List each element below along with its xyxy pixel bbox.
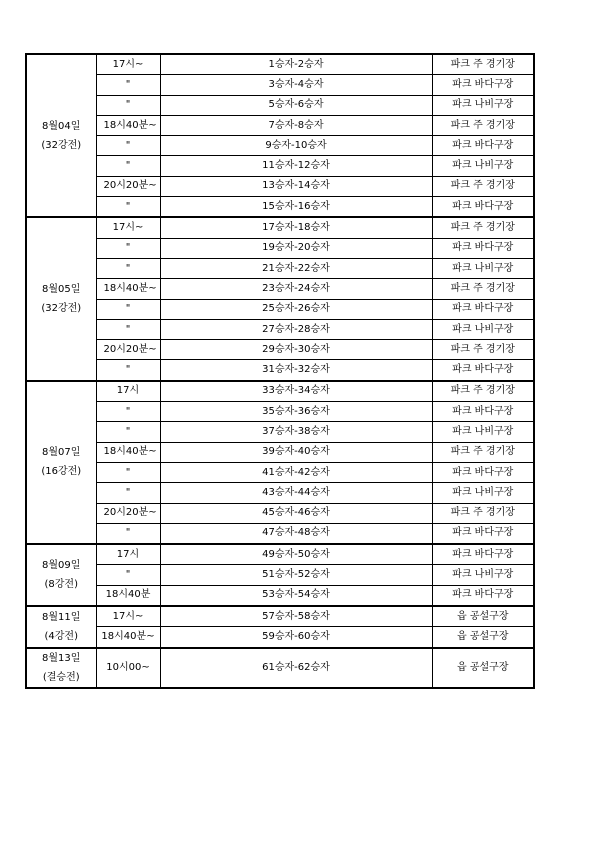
venue-cell: 파크 나비구장 (432, 95, 534, 115)
time-cell: " (96, 565, 160, 585)
match-cell: 15승자-16승자 (160, 197, 432, 218)
time-cell: " (96, 299, 160, 319)
venue-cell: 읍 공설구장 (432, 648, 534, 688)
match-cell: 31승자-32승자 (160, 360, 432, 381)
round-label: (16강전) (41, 466, 82, 478)
table-row (26, 319, 534, 339)
venue-cell: 파크 바다구장 (432, 523, 534, 544)
match-cell: 21승자-22승자 (160, 258, 432, 278)
venue-cell: 파크 바다구장 (432, 402, 534, 422)
match-cell: 3승자-4승자 (160, 75, 432, 95)
venue-cell: 읍 공설구장 (432, 606, 534, 627)
round-label: (8강전) (44, 579, 78, 591)
time-cell: 18시40분 (96, 585, 160, 606)
time-cell: 10시00~ (96, 648, 160, 688)
date-label: 8월09일 (42, 560, 81, 572)
table-row (26, 483, 534, 503)
time-cell: " (96, 95, 160, 115)
time-cell: 18시40분~ (96, 279, 160, 299)
time-cell: 18시40분~ (96, 627, 160, 648)
venue-cell: 파크 나비구장 (432, 483, 534, 503)
date-label: 8월13일 (42, 652, 81, 664)
table-row (26, 299, 534, 319)
table-row (26, 381, 534, 402)
match-cell: 17승자-18승자 (160, 217, 432, 238)
match-cell: 11승자-12승자 (160, 156, 432, 176)
time-cell: " (96, 75, 160, 95)
venue-cell: 파크 바다구장 (432, 544, 534, 565)
time-cell: 17시~ (96, 217, 160, 238)
time-cell: " (96, 136, 160, 156)
match-cell: 25승자-26승자 (160, 299, 432, 319)
match-cell: 1승자-2승자 (160, 54, 432, 75)
time-cell: " (96, 462, 160, 482)
match-cell: 51승자-52승자 (160, 565, 432, 585)
time-cell: " (96, 319, 160, 339)
table-row (26, 258, 534, 278)
venue-cell: 파크 주 경기장 (432, 279, 534, 299)
venue-cell: 파크 나비구장 (432, 258, 534, 278)
venue-cell: 파크 나비구장 (432, 319, 534, 339)
round-label: (결승전) (42, 671, 80, 683)
match-cell: 19승자-20승자 (160, 238, 432, 258)
match-cell: 47승자-48승자 (160, 523, 432, 544)
table-row (26, 217, 534, 238)
match-cell: 23승자-24승자 (160, 279, 432, 299)
table-row (26, 360, 534, 381)
venue-cell: 파크 바다구장 (432, 360, 534, 381)
time-cell: 20시20분~ (96, 503, 160, 523)
match-cell: 59승자-60승자 (160, 627, 432, 648)
round-label: (32강전) (41, 139, 82, 151)
date-label: 8월11일 (42, 611, 81, 623)
table-row (26, 503, 534, 523)
venue-cell: 파크 주 경기장 (432, 340, 534, 360)
venue-cell: 파크 주 경기장 (432, 503, 534, 523)
date-label: 8월07일 (42, 447, 81, 459)
venue-cell: 파크 주 경기장 (432, 176, 534, 196)
table-row (26, 176, 534, 196)
venue-cell: 파크 바다구장 (432, 299, 534, 319)
time-cell: 17시 (96, 381, 160, 402)
match-cell: 27승자-28승자 (160, 319, 432, 339)
match-cell: 29승자-30승자 (160, 340, 432, 360)
schedule-body (26, 54, 534, 688)
time-cell: 17시 (96, 544, 160, 565)
table-row (26, 54, 534, 75)
time-cell: " (96, 422, 160, 442)
table-row (26, 544, 534, 565)
time-cell: " (96, 197, 160, 218)
table-row (26, 197, 534, 218)
venue-cell: 파크 바다구장 (432, 238, 534, 258)
venue-cell: 파크 주 경기장 (432, 442, 534, 462)
table-row (26, 606, 534, 627)
table-row (26, 565, 534, 585)
date-cell (26, 606, 96, 648)
match-cell: 49승자-50승자 (160, 544, 432, 565)
date-cell (26, 544, 96, 606)
time-cell: 20시20분~ (96, 176, 160, 196)
match-cell: 35승자-36승자 (160, 402, 432, 422)
date-cell (26, 648, 96, 688)
venue-cell: 파크 주 경기장 (432, 54, 534, 75)
venue-cell: 파크 나비구장 (432, 422, 534, 442)
venue-cell: 파크 주 경기장 (432, 381, 534, 402)
venue-cell: 읍 공설구장 (432, 627, 534, 648)
time-cell: " (96, 238, 160, 258)
table-row (26, 462, 534, 482)
table-row (26, 402, 534, 422)
date-cell (26, 381, 96, 544)
match-cell: 5승자-6승자 (160, 95, 432, 115)
table-row (26, 340, 534, 360)
match-cell: 37승자-38승자 (160, 422, 432, 442)
time-cell: " (96, 523, 160, 544)
time-cell: 17시~ (96, 606, 160, 627)
table-row (26, 279, 534, 299)
match-cell: 39승자-40승자 (160, 442, 432, 462)
date-cell (26, 217, 96, 380)
match-cell: 33승자-34승자 (160, 381, 432, 402)
match-cell: 41승자-42승자 (160, 462, 432, 482)
match-cell: 9승자-10승자 (160, 136, 432, 156)
round-label: (4강전) (44, 630, 78, 642)
table-row (26, 115, 534, 135)
table-row (26, 156, 534, 176)
venue-cell: 파크 바다구장 (432, 585, 534, 606)
match-cell: 45승자-46승자 (160, 503, 432, 523)
time-cell: 18시40분~ (96, 115, 160, 135)
table-row (26, 627, 534, 648)
date-label: 8월04일 (42, 120, 81, 132)
venue-cell: 파크 주 경기장 (432, 217, 534, 238)
table-row (26, 75, 534, 95)
time-cell: " (96, 360, 160, 381)
round-label: (32강전) (41, 303, 82, 315)
time-cell: " (96, 483, 160, 503)
venue-cell: 파크 바다구장 (432, 197, 534, 218)
match-schedule-table (25, 53, 535, 689)
time-cell: 18시40분~ (96, 442, 160, 462)
table-row (26, 523, 534, 544)
venue-cell: 파크 바다구장 (432, 462, 534, 482)
time-cell: " (96, 156, 160, 176)
venue-cell: 파크 바다구장 (432, 136, 534, 156)
match-cell: 13승자-14승자 (160, 176, 432, 196)
venue-cell: 파크 나비구장 (432, 156, 534, 176)
match-cell: 7승자-8승자 (160, 115, 432, 135)
venue-cell: 파크 나비구장 (432, 565, 534, 585)
table-row (26, 136, 534, 156)
venue-cell: 파크 주 경기장 (432, 115, 534, 135)
table-row (26, 238, 534, 258)
venue-cell: 파크 바다구장 (432, 75, 534, 95)
match-cell: 57승자-58승자 (160, 606, 432, 627)
table-row (26, 585, 534, 606)
match-cell: 61승자-62승자 (160, 648, 432, 688)
table-row (26, 422, 534, 442)
time-cell: " (96, 258, 160, 278)
time-cell: " (96, 402, 160, 422)
time-cell: 17시~ (96, 54, 160, 75)
table-row (26, 442, 534, 462)
time-cell: 20시20분~ (96, 340, 160, 360)
date-cell (26, 54, 96, 217)
date-label: 8월05일 (42, 284, 81, 296)
match-cell: 43승자-44승자 (160, 483, 432, 503)
match-cell: 53승자-54승자 (160, 585, 432, 606)
table-row (26, 95, 534, 115)
table-row (26, 648, 534, 688)
